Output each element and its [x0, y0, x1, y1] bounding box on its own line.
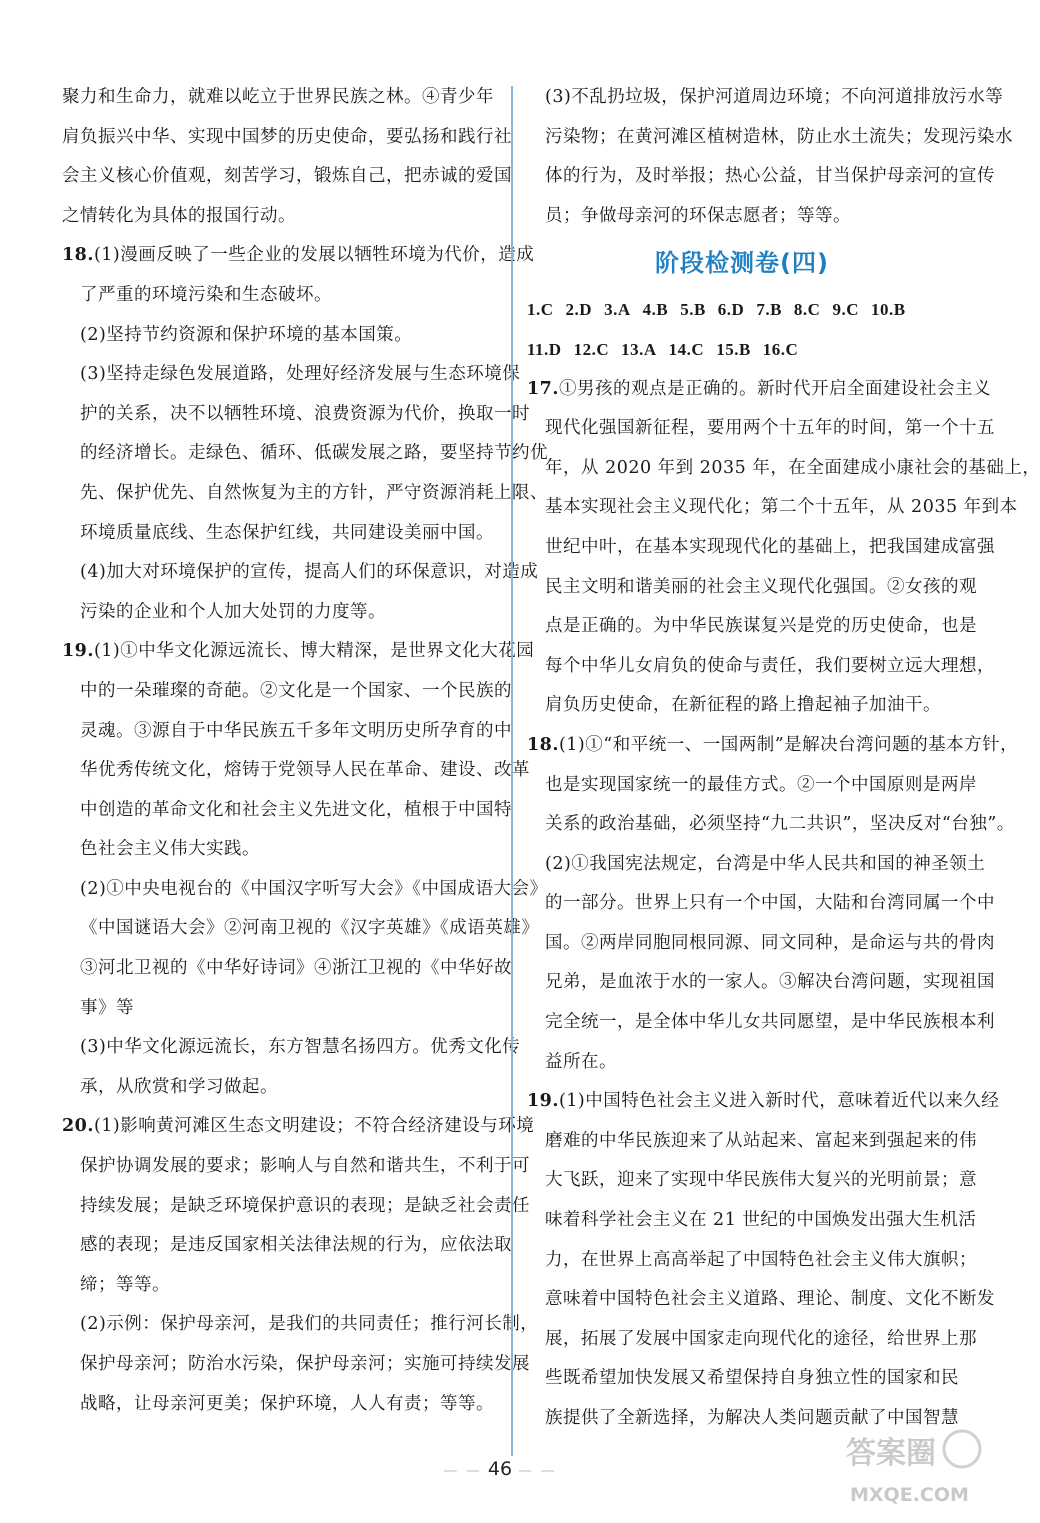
answer-text: (2)①中央电视台的《中国汉字听写大会》《中国成语大会》 — [80, 878, 548, 899]
answer-text: (2)①我国宪法规定，台湾是中华人民共和国的神圣领土 — [545, 853, 986, 874]
section-title: 阶段检测卷(四) — [655, 249, 829, 278]
answer-text: 关系的政治基础，必须坚持“九二共识”，坚决反对“台独”。 — [545, 814, 1015, 835]
answer-line — [527, 1359, 957, 1399]
answer-line — [62, 197, 494, 237]
answer-text: 《中国谜语大会》②河南卫视的《汉字英雄》《成语英雄》 — [80, 918, 540, 939]
answer-line — [62, 1187, 530, 1227]
choice-answer: 9.C — [832, 300, 859, 320]
answer-line — [62, 1147, 530, 1187]
watermark-text-1: 答案圈 — [846, 1436, 936, 1471]
answer-line — [527, 1161, 977, 1201]
answer-line — [527, 528, 995, 568]
answer-line — [527, 568, 977, 608]
answer-text: (2)坚持节约资源和保护环境的基本国策。 — [80, 324, 413, 345]
answer-text: 感的表现；是违反国家相关法律法规的行为，应依法取 — [80, 1235, 512, 1256]
answer-line — [527, 449, 1040, 489]
answer-text: (1)中国特色社会主义进入新时代，意味着近代以来久经 — [558, 1091, 1000, 1112]
answer-line — [62, 1028, 521, 1068]
answer-line — [62, 870, 548, 910]
answer-text: 环境质量底线、生态保护红线，共同建设美丽中国。 — [80, 522, 494, 543]
answer-line — [62, 791, 512, 831]
answer-text: 缔；等等。 — [80, 1274, 170, 1295]
answer-line — [527, 1122, 977, 1162]
answer-line — [62, 1345, 530, 1385]
answer-text: 现代化强国新征程，要用两个十五年的时间，第一个十五 — [545, 418, 995, 439]
column-divider — [511, 86, 513, 1456]
choice-answer: 7.B — [756, 300, 782, 320]
answer-text: 聚力和生命力，就难以屹立于世界民族之林。④青少年 — [62, 87, 494, 107]
answer-text: (2)示例：保护母亲河，是我们的共同责任；推行河长制， — [80, 1314, 539, 1335]
answer-text: 先、保护优先、自然恢复为主的方针，严守资源消耗上限、 — [80, 482, 548, 503]
answer-text: 每个中华儿女肩负的使命与责任，我们要树立远大理想， — [545, 655, 995, 676]
answer-line — [62, 909, 540, 949]
answer-line — [62, 712, 512, 752]
question-number: 18. — [62, 245, 94, 266]
choice-answer: 14.C — [668, 339, 705, 359]
answer-line — [527, 118, 1013, 158]
answer-line — [62, 989, 494, 1029]
choice-answer: 5.B — [680, 300, 706, 320]
choice-answer: 3.A — [604, 300, 631, 320]
answer-line — [527, 78, 1004, 118]
page-number-footer — [0, 1458, 1000, 1480]
answer-line — [527, 726, 1019, 766]
right-column — [527, 78, 1040, 1439]
answer-line — [527, 1280, 995, 1320]
answer-text: 战略，让母亲河更美；保护环境，人人有责；等等。 — [80, 1393, 494, 1414]
answer-line — [62, 553, 539, 593]
answer-line — [527, 197, 957, 237]
answer-text: 族提供了全新选择，为解决人类问题贡献了中国智慧 — [545, 1408, 959, 1428]
answer-text: 的一部分。世界上只有一个中国，大陆和台湾同属一个中 — [545, 893, 995, 914]
answer-text: 国。②两岸同胞同根同源、同文同种，是命运与共的骨肉 — [545, 932, 995, 953]
page-number: 46 — [487, 1458, 513, 1480]
answer-text: 色社会主义伟大实践。 — [80, 839, 260, 860]
answer-text: 完全统一，是全体中华儿女共同愿望，是中华民族根本利 — [545, 1012, 995, 1033]
footer-dash-left: — — — [443, 1463, 482, 1479]
answer-line — [527, 488, 1018, 528]
answer-text: 之情转化为具体的报国行动。 — [62, 205, 296, 226]
answer-line — [62, 1385, 494, 1425]
answer-text: 护的关系，决不以牺牲环境、浪费资源为代价，换取一时 — [80, 403, 530, 424]
answer-line — [62, 1068, 494, 1108]
choice-answer: 4.B — [642, 300, 669, 320]
answer-line — [527, 1043, 957, 1083]
answer-text: (3)坚持走绿色发展道路，处理好经济发展与生态环境保 — [80, 364, 521, 385]
choice-answer: 13.A — [621, 339, 657, 359]
answer-text: 展，拓展了发展中国家走向现代化的途径，给世界上那 — [545, 1328, 977, 1349]
answer-line — [62, 1266, 494, 1306]
choice-answer: 10.B — [870, 300, 906, 320]
answer-text: (3)中华文化源远流长，东方智慧名扬四方。优秀文化传 — [80, 1037, 521, 1058]
answer-line — [62, 1107, 535, 1147]
right-top-answers — [527, 78, 1013, 236]
choice-answer: 12.C — [573, 339, 610, 359]
watermark-text-2: MXQE.COM — [850, 1484, 969, 1506]
answer-text: (1)①“和平统一、一国两制”是解决台湾问题的基本方针， — [558, 734, 1019, 755]
answer-line — [62, 672, 512, 712]
choice-answer: 1.C — [527, 300, 554, 320]
answer-line — [527, 766, 977, 806]
answer-line — [527, 686, 957, 726]
question-number: 19. — [62, 641, 94, 662]
multiple-choice-row-1 — [527, 290, 957, 330]
answer-text: 华优秀传统文化，熔铸于党领导人民在革命、建设、改革 — [80, 760, 530, 781]
answer-text: 民主文明和谐美丽的社会主义现代化强国。②女孩的观 — [545, 576, 977, 597]
answer-text: 污染物；在黄河滩区植树造林，防止水土流失；发现污染水 — [545, 126, 1013, 147]
answer-line — [62, 355, 521, 395]
answer-text: 大飞跃，迎来了实现中华民族伟大复兴的光明前景；意 — [545, 1170, 977, 1191]
answer-text: (1)①中华文化源远流长、博大精深，是世界文化大花园 — [93, 641, 535, 662]
answer-line — [527, 1201, 977, 1241]
answer-text: 中的一朵璀璨的奇葩。②文化是一个国家、一个民族的 — [80, 680, 512, 701]
answer-text: 体的行为，及时举报；热心公益，甘当保护母亲河的宣传 — [545, 166, 995, 187]
choice-answer: 15.B — [716, 339, 751, 359]
answer-line — [62, 395, 530, 435]
question-number: 20. — [62, 1116, 94, 1137]
answer-line — [527, 1399, 957, 1439]
answer-line — [62, 78, 494, 118]
answer-line — [527, 1241, 977, 1281]
answer-line — [527, 647, 995, 687]
question-number: 18. — [527, 734, 559, 755]
answer-line — [62, 1305, 539, 1345]
answer-text: 些既希望加快发展又希望保持自身独立性的国家和民 — [545, 1368, 959, 1389]
answer-line — [62, 751, 530, 791]
choice-answer: 11.D — [527, 339, 562, 359]
answer-line — [527, 157, 995, 197]
answer-text: (1)漫画反映了一些企业的发展以牺牲环境为代价，造成 — [93, 245, 535, 266]
right-bottom-answers — [527, 370, 1040, 1439]
footer-dash-right: — — — [518, 1463, 557, 1479]
answer-text: 味着科学社会主义在 21 世纪的中国焕发出强大生机活 — [545, 1210, 977, 1231]
answer-text: ③河北卫视的《中华好诗词》④浙江卫视的《中华好故 — [80, 958, 512, 979]
answer-text: 年，从 2020 年到 2035 年，在全面建成小康社会的基础上， — [545, 457, 1040, 478]
answer-text: 会主义核心价值观，刻苦学习，锻炼自己，把赤诚的爱国 — [62, 166, 512, 187]
answer-line — [62, 1226, 512, 1266]
answer-text: 污染的企业和个人加大处罚的力度等。 — [80, 601, 386, 622]
answer-text: 磨难的中华民族迎来了从站起来、富起来到强起来的伟 — [545, 1130, 977, 1151]
answer-text: 力，在世界上高高举起了中国特色社会主义伟大旗帜； — [545, 1249, 977, 1270]
answer-line — [62, 593, 494, 633]
answer-text: (3)不乱扔垃圾，保护河道周边环境；不向河道排放污水等 — [545, 87, 1004, 107]
answer-line — [527, 805, 1015, 845]
answer-text: 益所在。 — [545, 1051, 617, 1072]
answer-line — [62, 632, 535, 672]
answer-text: 点是正确的。为中华民族谋复兴是党的历史使命，也是 — [545, 616, 977, 637]
answer-text: 世纪中叶，在基本实现现代化的基础上，把我国建成富强 — [545, 536, 995, 557]
answer-line — [62, 514, 494, 554]
answer-line — [527, 924, 995, 964]
answer-text: 兄弟，是血浓于水的一家人。③解决台湾问题，实现祖国 — [545, 972, 995, 993]
answer-line — [527, 884, 995, 924]
answer-line — [527, 963, 995, 1003]
answer-line — [527, 607, 977, 647]
answer-text: (1)影响黄河滩区生态文明建设；不符合经济建设与环境 — [93, 1116, 535, 1137]
answer-text: (4)加大对环境保护的宣传，提高人们的环保意识，对造成 — [80, 562, 539, 583]
answer-text: 肩负振兴中华、实现中国梦的历史使命，要弘扬和践行社 — [62, 126, 512, 147]
answer-line — [62, 316, 494, 356]
answer-line — [62, 949, 512, 989]
answer-line — [62, 118, 512, 158]
answer-text: 的经济增长。走绿色、循环、低碳发展之路，要坚持节约优 — [80, 443, 548, 464]
answer-line — [527, 1320, 977, 1360]
answer-text: 持续发展；是缺乏环境保护意识的表现；是缺乏社会责任 — [80, 1195, 530, 1216]
answer-text: 保护母亲河；防治水污染，保护母亲河；实施可持续发展 — [80, 1354, 530, 1374]
answer-text: ①男孩的观点是正确的。新时代开启全面建设社会主义 — [558, 378, 991, 399]
answer-line — [62, 830, 494, 870]
choice-answer: 6.D — [717, 300, 745, 320]
answer-text: 中创造的革命文化和社会主义先进文化，植根于中国特 — [80, 799, 512, 820]
answer-line — [62, 157, 512, 197]
answer-line — [527, 370, 991, 410]
question-number: 19. — [527, 1091, 559, 1112]
answer-line — [62, 474, 548, 514]
answer-text: 肩负历史使命，在新征程的路上撸起袖子加油干。 — [545, 695, 941, 716]
answer-text: 员；争做母亲河的环保志愿者；等等。 — [545, 205, 851, 226]
question-number: 17. — [527, 378, 559, 399]
answer-text: 事》等 — [80, 997, 134, 1018]
answer-line — [62, 434, 548, 474]
choice-answer: 16.C — [762, 339, 799, 359]
answer-line — [527, 845, 986, 885]
answer-text: 也是实现国家统一的最佳方式。②一个中国原则是两岸 — [545, 774, 977, 795]
choice-answer: 2.D — [565, 300, 593, 320]
answer-line — [527, 409, 995, 449]
answer-line — [62, 236, 535, 276]
answer-line — [527, 1082, 1000, 1122]
answer-text: 灵魂。③源自于中华民族五千多年文明历史所孕育的中 — [80, 720, 512, 741]
multiple-choice-row-2 — [527, 330, 957, 370]
answer-line — [62, 276, 494, 316]
answer-line — [527, 1003, 995, 1043]
answer-text: 保护协调发展的要求；影响人与自然和谐共生，不利于可 — [80, 1156, 530, 1177]
choice-answer: 8.C — [793, 300, 821, 320]
answer-text: 意味着中国特色社会主义道路、理论、制度、文化不断发 — [545, 1289, 995, 1310]
answer-text: 承，从欣赏和学习做起。 — [80, 1076, 278, 1097]
answer-text: 基本实现社会主义现代化；第二个十五年，从 2035 年到本 — [545, 497, 1018, 518]
answer-text: 了严重的环境污染和生态破坏。 — [80, 284, 332, 305]
